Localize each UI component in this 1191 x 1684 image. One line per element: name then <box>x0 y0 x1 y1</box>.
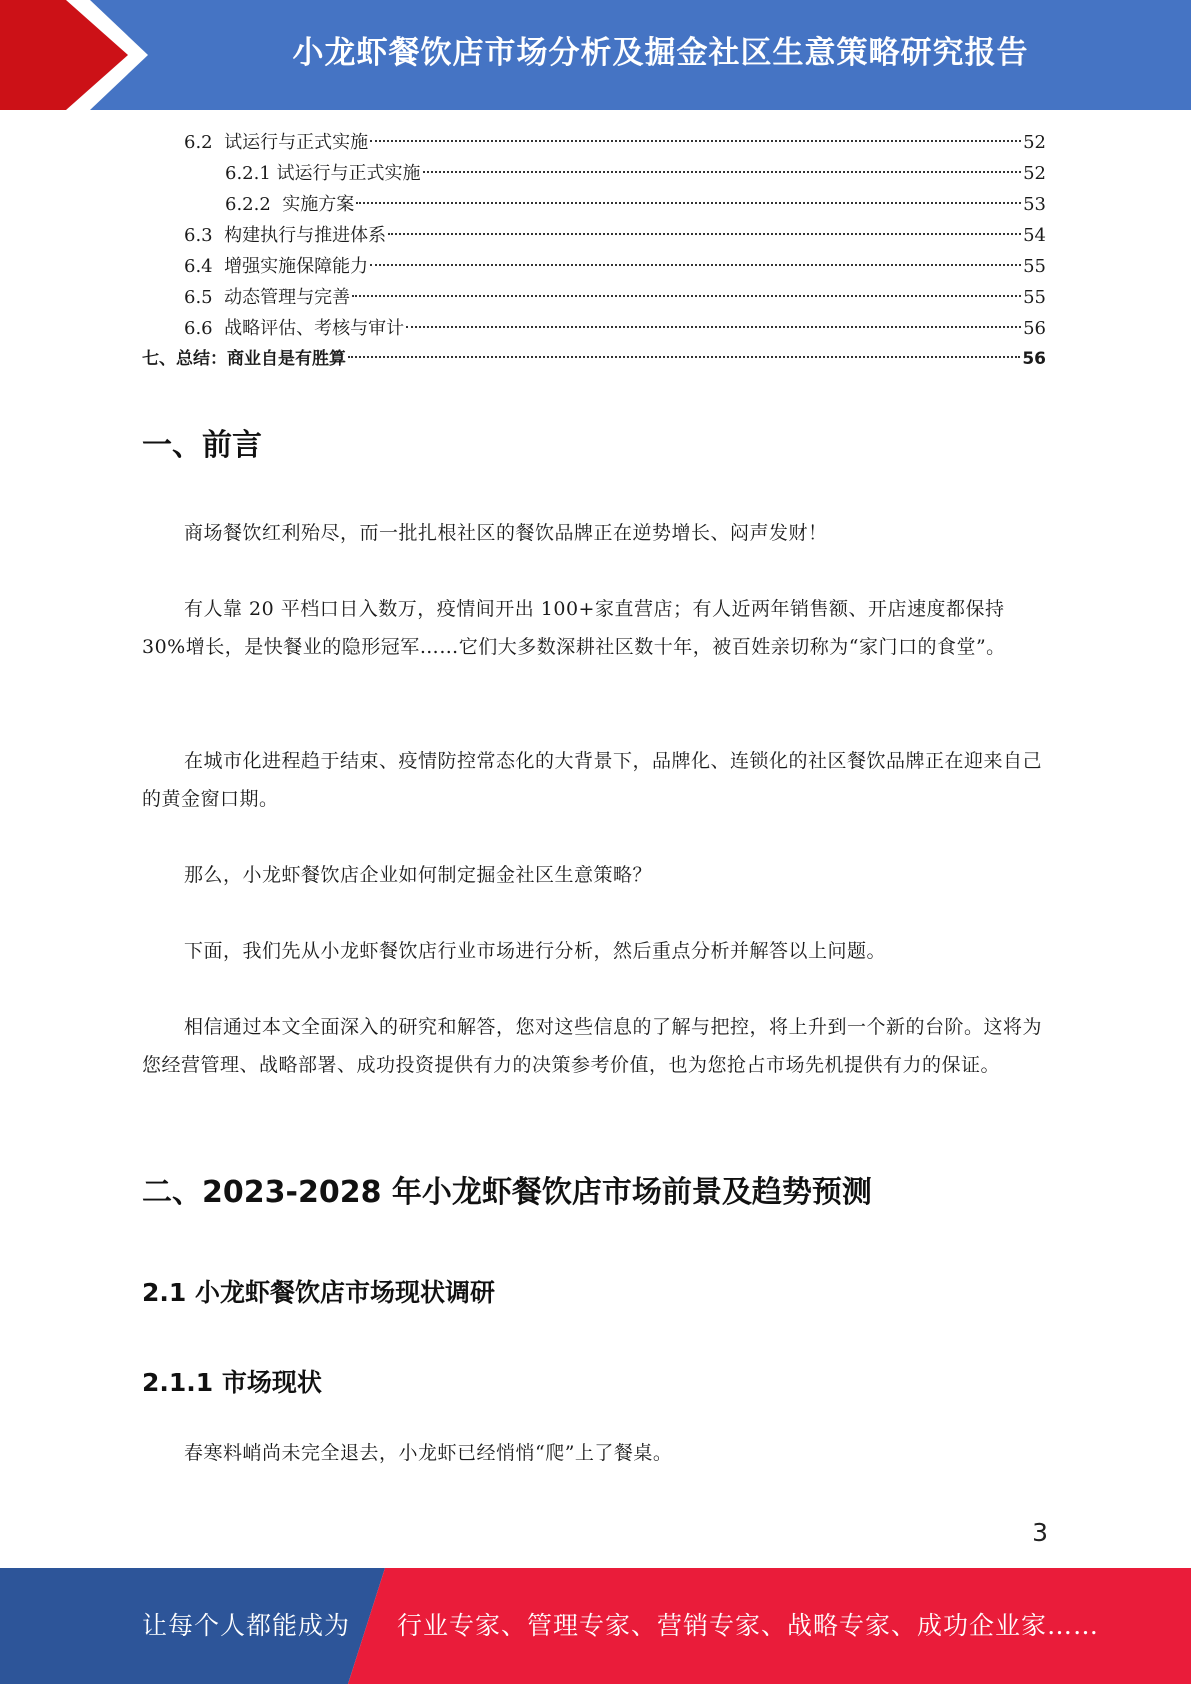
footer-slogan-left: 让每个人都能成为 <box>142 1611 351 1640</box>
toc-leader <box>406 326 1021 328</box>
paragraph: 下面，我们先从小龙虾餐饮店行业市场进行分析，然后重点分析并解答以上问题。 <box>184 940 887 962</box>
toc-item-page: 56 <box>1022 349 1046 369</box>
paragraph: 商场餐饮红利殆尽，而一批扎根社区的餐饮品牌正在逆势增长、闷声发财！ <box>184 522 828 544</box>
page-footer <box>0 1568 1191 1684</box>
toc-item[interactable] <box>225 189 1046 220</box>
subsubsection-heading: 2.1.1 市场现状 <box>142 1368 322 1397</box>
toc-leader <box>370 264 1021 266</box>
footer-slogan-right: 行业专家、管理专家、营销专家、战略专家、成功企业家…… <box>397 1611 1100 1640</box>
paragraph: 有人靠 20 平档口日入数万，疫情间开出 100+家直营店；有人近两年销售额、开店速度都保持 30%增长，是快餐业的隐形冠军……它们大多数深耕社区数十年，被百姓亲切称为“家门口的食堂”。 <box>142 598 1006 658</box>
section-heading-forecast: 二、2023-2028 年小龙虾餐饮店市场前景及趋势预测 <box>142 1175 872 1210</box>
report-title: 小龙虾餐饮店市场分析及掘金社区生意策略研究报告 <box>292 35 1029 71</box>
section-heading-preface: 一、前言 <box>142 428 262 463</box>
paragraph: 春寒料峭尚未完全退去，小龙虾已经悄悄“爬”上了餐桌。 <box>184 1442 673 1464</box>
paragraph: 在城市化进程趋于结束、疫情防控常态化的大背景下，品牌化、连锁化的社区餐饮品牌正在迎来自己的黄金窗口期。 <box>142 750 1043 810</box>
toc-item[interactable] <box>184 313 1046 344</box>
toc-item[interactable] <box>225 158 1046 189</box>
toc-leader <box>388 233 1021 235</box>
toc-item-label: 七、总结：商业自是有胜算 <box>142 349 346 369</box>
paragraph: 相信通过本文全面深入的研究和解答，您对这些信息的了解与把控，将上升到一个新的台阶。这将为您经营管理、战略部署、成功投资提供有力的决策参考价值，也为您抢占市场先机提供有力的保证。 <box>142 1016 1043 1076</box>
toc-leader <box>348 356 1020 358</box>
toc-leader <box>370 140 1021 142</box>
toc-item[interactable] <box>184 220 1046 251</box>
page-number: 3 <box>1032 1518 1048 1547</box>
toc-item-page: 55 <box>1023 256 1046 277</box>
toc-leader <box>423 171 1022 173</box>
toc-item-label: 6.4 增强实施保障能力 <box>184 256 369 277</box>
toc-item-chapter[interactable] <box>142 344 1046 375</box>
toc-item[interactable] <box>184 127 1046 158</box>
toc-leader <box>352 295 1021 297</box>
toc-leader <box>356 202 1021 204</box>
subsection-heading: 2.1 小龙虾餐饮店市场现状调研 <box>142 1278 495 1307</box>
toc-item-page: 53 <box>1023 194 1046 215</box>
toc-item-label: 6.3 构建执行与推进体系 <box>184 225 387 246</box>
toc-item-label: 6.6 战略评估、考核与审计 <box>184 318 405 339</box>
toc-item-label: 6.2.2 实施方案 <box>225 194 355 215</box>
page-header <box>0 0 1191 110</box>
toc-item-page: 56 <box>1023 318 1046 339</box>
toc-item-page: 52 <box>1023 163 1046 184</box>
toc-item-page: 55 <box>1023 287 1046 308</box>
paragraph: 那么，小龙虾餐饮店企业如何制定掘金社区生意策略？ <box>184 864 653 886</box>
toc-item[interactable] <box>184 251 1046 282</box>
toc-item-label: 6.5 动态管理与完善 <box>184 287 351 308</box>
toc-item-label: 6.2 试运行与正式实施 <box>184 132 369 153</box>
toc-item-page: 52 <box>1023 132 1046 153</box>
toc-item-page: 54 <box>1023 225 1046 246</box>
toc-item-label: 6.2.1 试运行与正式实施 <box>225 163 421 184</box>
toc-item[interactable] <box>184 282 1046 313</box>
